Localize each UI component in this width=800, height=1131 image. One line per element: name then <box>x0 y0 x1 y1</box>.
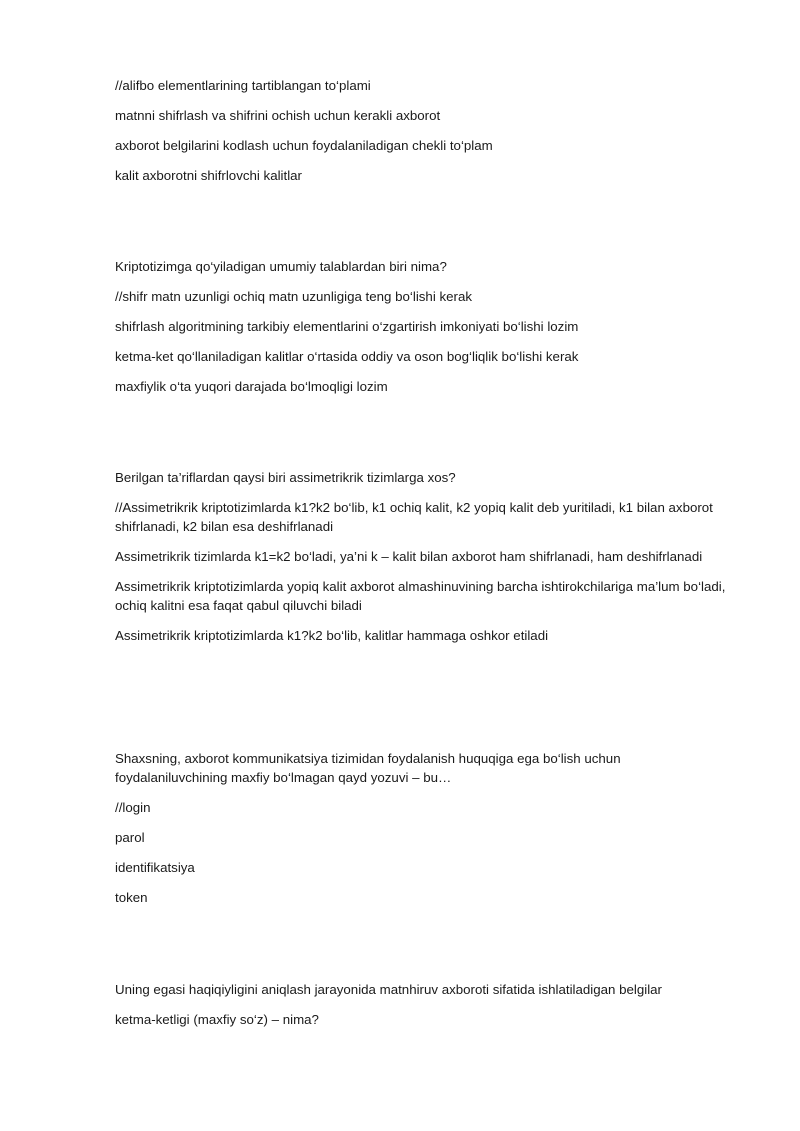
option-line: token <box>115 890 148 905</box>
option-line: ketma-ket qo‘llaniladigan kalitlar o‘rtasida oddiy va oson bog‘liqlik bo‘lishi kerak <box>115 349 579 364</box>
question-text: Kriptotizimga qo‘yiladigan umumiy talablardan biri nima? <box>115 259 447 274</box>
question-block-4 <box>115 749 645 907</box>
option-line: identifikatsiya <box>115 860 195 875</box>
option-line: matnni shifrlash va shifrini ochish uchun kerakli axborot <box>115 108 441 123</box>
option-line: maxfiylik o‘ta yuqori darajada bo‘lmoqligi lozim <box>115 379 388 394</box>
option-line: //alifbo elementlarining tartiblangan to‘plami <box>115 78 371 93</box>
question-text: Uning egasi haqiqiyligini aniqlash jarayonida matnhiruv axboroti sifatida ishlatiladigan belgilar <box>115 982 662 997</box>
option-line: //Assimetrikrik kriptotizimlarda k1?k2 bo‘lib, k1 ochiq kalit, k2 yopiq kalit deb yuritiladi, k1 bilan axborot shifrlanadi, k2 bilan esa deshifrlanadi <box>115 500 713 534</box>
option-line: axborot belgilarini kodlash uchun foydalaniladigan chekli to‘plam <box>115 138 493 153</box>
option-line: Assimetrikrik tizimlarda k1=k2 bo‘ladi, ya’ni k – kalit bilan axborot ham shifrlanadi, ham deshifrlanadi <box>115 549 703 564</box>
question-text: ketma-ketligi (maxfiy so‘z) – nima? <box>115 1012 319 1027</box>
question-text: Shaxsning, axborot kommunikatsiya tizimidan foydalanish huquqiga ega bo‘lish uchun foydalaniluvchining maxfiy bo‘lmagan qayd yozuvi – bu… <box>115 751 621 785</box>
answer-options-block-1 <box>115 76 745 185</box>
option-line: parol <box>115 830 145 845</box>
question-text: Berilgan ta’riflardan qaysi biri assimetrikrik tizimlarga xos? <box>115 470 456 485</box>
option-line: //login <box>115 800 151 815</box>
question-block-3 <box>115 468 745 645</box>
question-block-5 <box>115 980 745 1029</box>
option-line: shifrlash algoritmining tarkibiy elementlarini o‘zgartirish imkoniyati bo‘lishi lozim <box>115 319 579 334</box>
question-block-2 <box>115 257 745 396</box>
option-line: Assimetrikrik kriptotizimlarda k1?k2 bo‘lib, kalitlar hammaga oshkor etiladi <box>115 628 549 643</box>
option-line: kalit axborotni shifrlovchi kalitlar <box>115 168 302 183</box>
option-line: //shifr matn uzunligi ochiq matn uzunligiga teng bo‘lishi kerak <box>115 289 472 304</box>
option-line: Assimetrikrik kriptotizimlarda yopiq kalit axborot almashinuvining barcha ishtirokchilariga ma’lum bo‘ladi, ochiq kalitni esa faqat qabul qiluvchi biladi <box>115 579 726 613</box>
